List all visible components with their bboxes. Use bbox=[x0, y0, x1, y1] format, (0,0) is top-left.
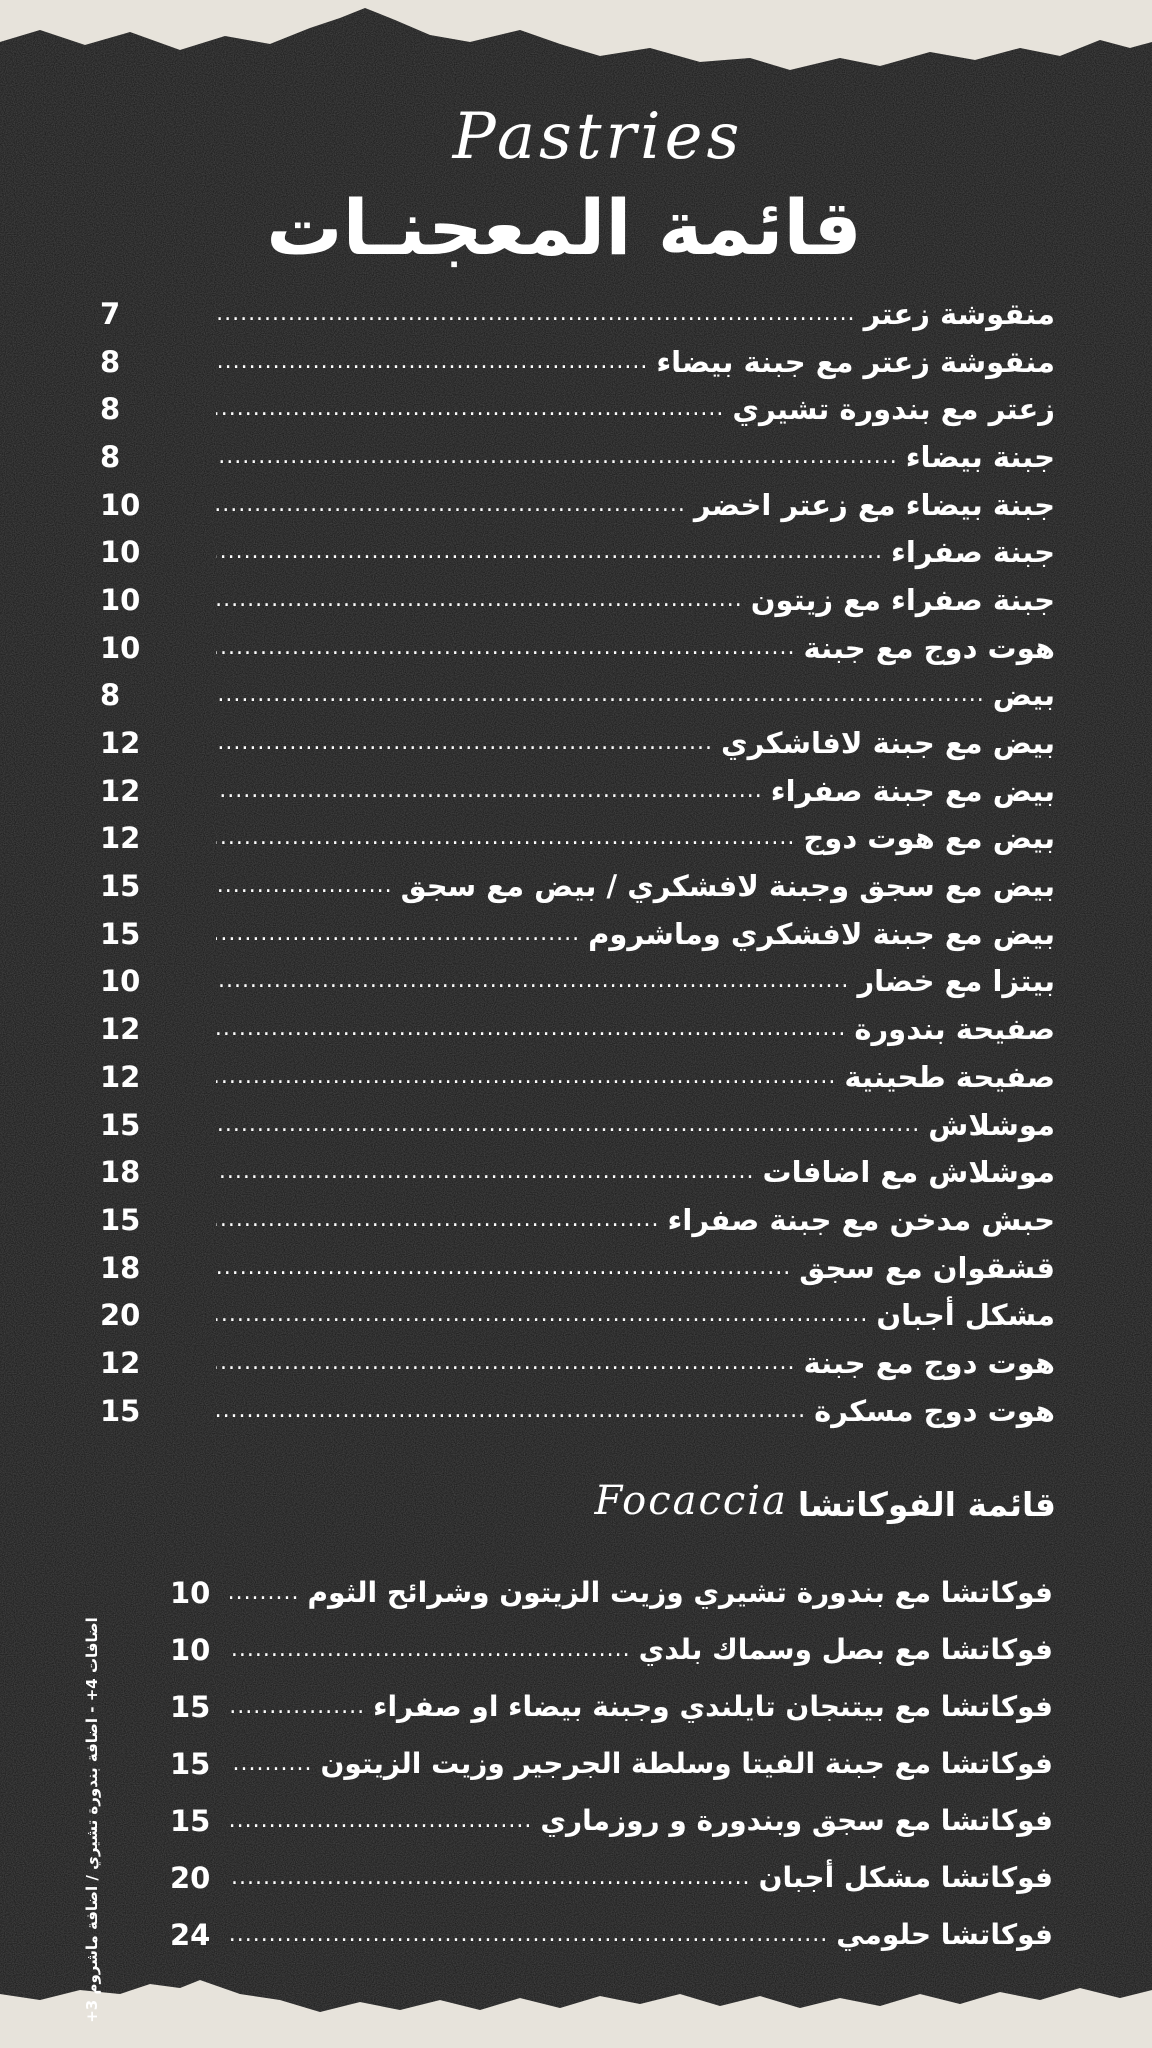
dot-leader bbox=[216, 1351, 796, 1375]
menu-item-row bbox=[100, 1196, 1055, 1244]
item-price: 20 bbox=[100, 1298, 141, 1333]
item-price: 18 bbox=[100, 1250, 141, 1285]
item-name: بيض مع جبنة لافشكري وماشروم bbox=[588, 916, 1055, 951]
item-price: 24 bbox=[170, 1917, 211, 1952]
pastries-menu-title: قائمة المعجنـات bbox=[266, 183, 862, 272]
pastries-list bbox=[100, 290, 1055, 1435]
dot-leader bbox=[216, 588, 743, 612]
menu-item-row bbox=[100, 958, 1055, 1006]
item-name: موشلاش bbox=[928, 1107, 1055, 1142]
dot-leader bbox=[216, 350, 648, 374]
menu-item-row bbox=[100, 815, 1055, 863]
extras-note: اضافات 4+ - اضافة بندورة تشيري / اضافة ماشروم 3+ bbox=[83, 1617, 101, 2023]
item-name: حبش مدخن مع جبنة صفراء bbox=[667, 1202, 1055, 1237]
dot-leader bbox=[216, 922, 580, 946]
menu-item-row bbox=[100, 767, 1055, 815]
dot-leader bbox=[216, 1208, 660, 1232]
item-price: 10 bbox=[170, 1632, 211, 1667]
item-price: 15 bbox=[100, 1202, 141, 1237]
dot-leader bbox=[216, 779, 763, 803]
dot-leader bbox=[216, 540, 883, 564]
dot-leader bbox=[230, 1866, 751, 1890]
item-price: 12 bbox=[100, 1059, 141, 1094]
dot-leader bbox=[216, 969, 849, 993]
dot-leader bbox=[216, 683, 985, 707]
item-name: جبنة بيضاء bbox=[905, 439, 1055, 474]
item-price: 10 bbox=[100, 630, 141, 665]
item-name: زعتر مع بندورة تشيري bbox=[732, 392, 1055, 427]
dot-leader bbox=[216, 826, 795, 850]
item-name: بيض مع جبنة لافاشكري bbox=[721, 726, 1055, 761]
menu-item-row bbox=[100, 576, 1055, 624]
menu-item-row bbox=[170, 1792, 1053, 1849]
item-price: 15 bbox=[170, 1746, 211, 1781]
item-price: 7 bbox=[100, 296, 121, 331]
item-price: 10 bbox=[100, 964, 141, 999]
menu-item-row bbox=[170, 1906, 1053, 1963]
item-price: 15 bbox=[170, 1803, 211, 1838]
dot-leader bbox=[230, 1638, 631, 1662]
item-price: 12 bbox=[100, 726, 141, 761]
menu-item-row bbox=[100, 1005, 1055, 1053]
item-price: 8 bbox=[100, 439, 121, 474]
dot-leader bbox=[216, 1065, 836, 1089]
dot-leader bbox=[216, 1017, 846, 1041]
menu-item-row bbox=[100, 719, 1055, 767]
focaccia-menu-title: قائمة الفوكاتشا bbox=[797, 1485, 1056, 1524]
item-name: فوكاتشا مشكل أجبان bbox=[758, 1861, 1053, 1894]
dot-leader bbox=[230, 1581, 300, 1605]
item-name: بيض مع سجق وجبنة لافشكري / بيض مع سجق bbox=[400, 869, 1055, 904]
item-name: جبنة صفراء bbox=[891, 535, 1055, 570]
menu-item-row bbox=[100, 910, 1055, 958]
dot-leader bbox=[230, 1752, 312, 1776]
item-price: 10 bbox=[100, 535, 141, 570]
menu-item-row bbox=[100, 1291, 1055, 1339]
menu-item-row bbox=[100, 624, 1055, 672]
item-price: 15 bbox=[100, 869, 141, 904]
item-price: 20 bbox=[170, 1860, 211, 1895]
item-name: فوكاتشا مع سجق وبندورة و روزماري bbox=[540, 1804, 1053, 1837]
menu-item-row bbox=[170, 1735, 1053, 1792]
item-price: 15 bbox=[100, 1107, 141, 1142]
dot-leader bbox=[216, 874, 393, 898]
dot-leader bbox=[216, 1303, 868, 1327]
dot-leader bbox=[230, 1695, 365, 1719]
item-price: 10 bbox=[100, 582, 141, 617]
dot-leader bbox=[216, 445, 898, 469]
item-name: صفيحة بندورة bbox=[854, 1012, 1055, 1047]
dot-leader bbox=[230, 1809, 532, 1833]
item-name: بيتزا مع خضار bbox=[857, 964, 1055, 999]
item-price: 12 bbox=[100, 1345, 141, 1380]
menu-item-row bbox=[100, 1387, 1055, 1435]
item-price: 10 bbox=[170, 1575, 211, 1610]
focaccia-list bbox=[170, 1564, 1053, 1963]
menu-item-row bbox=[100, 1339, 1055, 1387]
item-name: فوكاتشا مع جبنة الفيتا وسلطة الجرجير وزيت الزيتون bbox=[320, 1747, 1053, 1780]
item-price: 15 bbox=[100, 1393, 141, 1428]
item-name: جبنة بيضاء مع زعتر اخضر bbox=[693, 487, 1055, 522]
dot-leader bbox=[230, 1923, 828, 1947]
menu-item-row bbox=[170, 1849, 1053, 1906]
item-price: 15 bbox=[170, 1689, 211, 1724]
item-name: فوكاتشا مع بندورة تشيري وزيت الزيتون وشرائح الثوم bbox=[307, 1576, 1053, 1609]
dot-leader bbox=[216, 1399, 806, 1423]
item-name: هوت دوج مع جبنة bbox=[803, 1345, 1055, 1380]
item-price: 15 bbox=[100, 916, 141, 951]
menu-item-row bbox=[100, 1244, 1055, 1292]
item-price: 18 bbox=[100, 1155, 141, 1190]
menu-item-row bbox=[170, 1621, 1053, 1678]
menu-item-row bbox=[100, 1148, 1055, 1196]
menu-item-row bbox=[170, 1678, 1053, 1735]
item-price: 12 bbox=[100, 821, 141, 856]
item-price: 12 bbox=[100, 773, 141, 808]
dot-leader bbox=[216, 636, 796, 660]
menu-item-row bbox=[100, 433, 1055, 481]
dot-leader bbox=[216, 397, 724, 421]
item-price: 12 bbox=[100, 1012, 141, 1047]
menu-item-row bbox=[100, 1101, 1055, 1149]
menu-item-row bbox=[100, 385, 1055, 433]
item-price: 8 bbox=[100, 344, 121, 379]
menu-item-row bbox=[100, 338, 1055, 386]
item-name: موشلاش مع اضافات bbox=[762, 1155, 1055, 1190]
menu-item-row bbox=[100, 672, 1055, 720]
item-name: قشقوان مع سجق bbox=[799, 1250, 1055, 1285]
item-name: جبنة صفراء مع زيتون bbox=[750, 582, 1055, 617]
focaccia-script-title: Focaccia bbox=[594, 1478, 788, 1524]
pastries-script-title: Pastries bbox=[452, 100, 744, 174]
focaccia-heading bbox=[595, 1478, 1056, 1524]
menu-item-row bbox=[100, 862, 1055, 910]
item-price: 8 bbox=[100, 392, 121, 427]
item-name: صفيحة طحينية bbox=[844, 1059, 1055, 1094]
item-name: فوكاتشا مع بيتنجان تايلندي وجبنة بيضاء او صفراء bbox=[373, 1690, 1053, 1723]
item-name: هوت دوج مع جبنة bbox=[803, 630, 1055, 665]
menu-item-row bbox=[100, 481, 1055, 529]
menu-item-row bbox=[100, 1053, 1055, 1101]
item-price: 8 bbox=[100, 678, 121, 713]
dot-leader bbox=[216, 493, 686, 517]
item-name: منقوشة زعتر مع جبنة بيضاء bbox=[656, 344, 1055, 379]
item-name: فوكاتشا حلومي bbox=[836, 1918, 1053, 1951]
dot-leader bbox=[216, 1113, 920, 1137]
menu-item-row bbox=[170, 1564, 1053, 1621]
item-name: منقوشة زعتر bbox=[863, 296, 1055, 331]
item-name: بيض مع هوت دوج bbox=[803, 821, 1055, 856]
item-name: مشكل أجبان bbox=[876, 1298, 1055, 1333]
dot-leader bbox=[216, 1160, 754, 1184]
menu-item-row bbox=[100, 528, 1055, 576]
dot-leader bbox=[216, 302, 856, 326]
item-name: بيض bbox=[992, 678, 1055, 713]
item-name: هوت دوج مسكرة bbox=[814, 1393, 1055, 1428]
dot-leader bbox=[216, 1256, 791, 1280]
item-name: بيض مع جبنة صفراء bbox=[770, 773, 1055, 808]
dot-leader bbox=[216, 731, 713, 755]
item-name: فوكاتشا مع بصل وسماك بلدي bbox=[638, 1633, 1053, 1666]
menu-item-row bbox=[100, 290, 1055, 338]
item-price: 10 bbox=[100, 487, 141, 522]
